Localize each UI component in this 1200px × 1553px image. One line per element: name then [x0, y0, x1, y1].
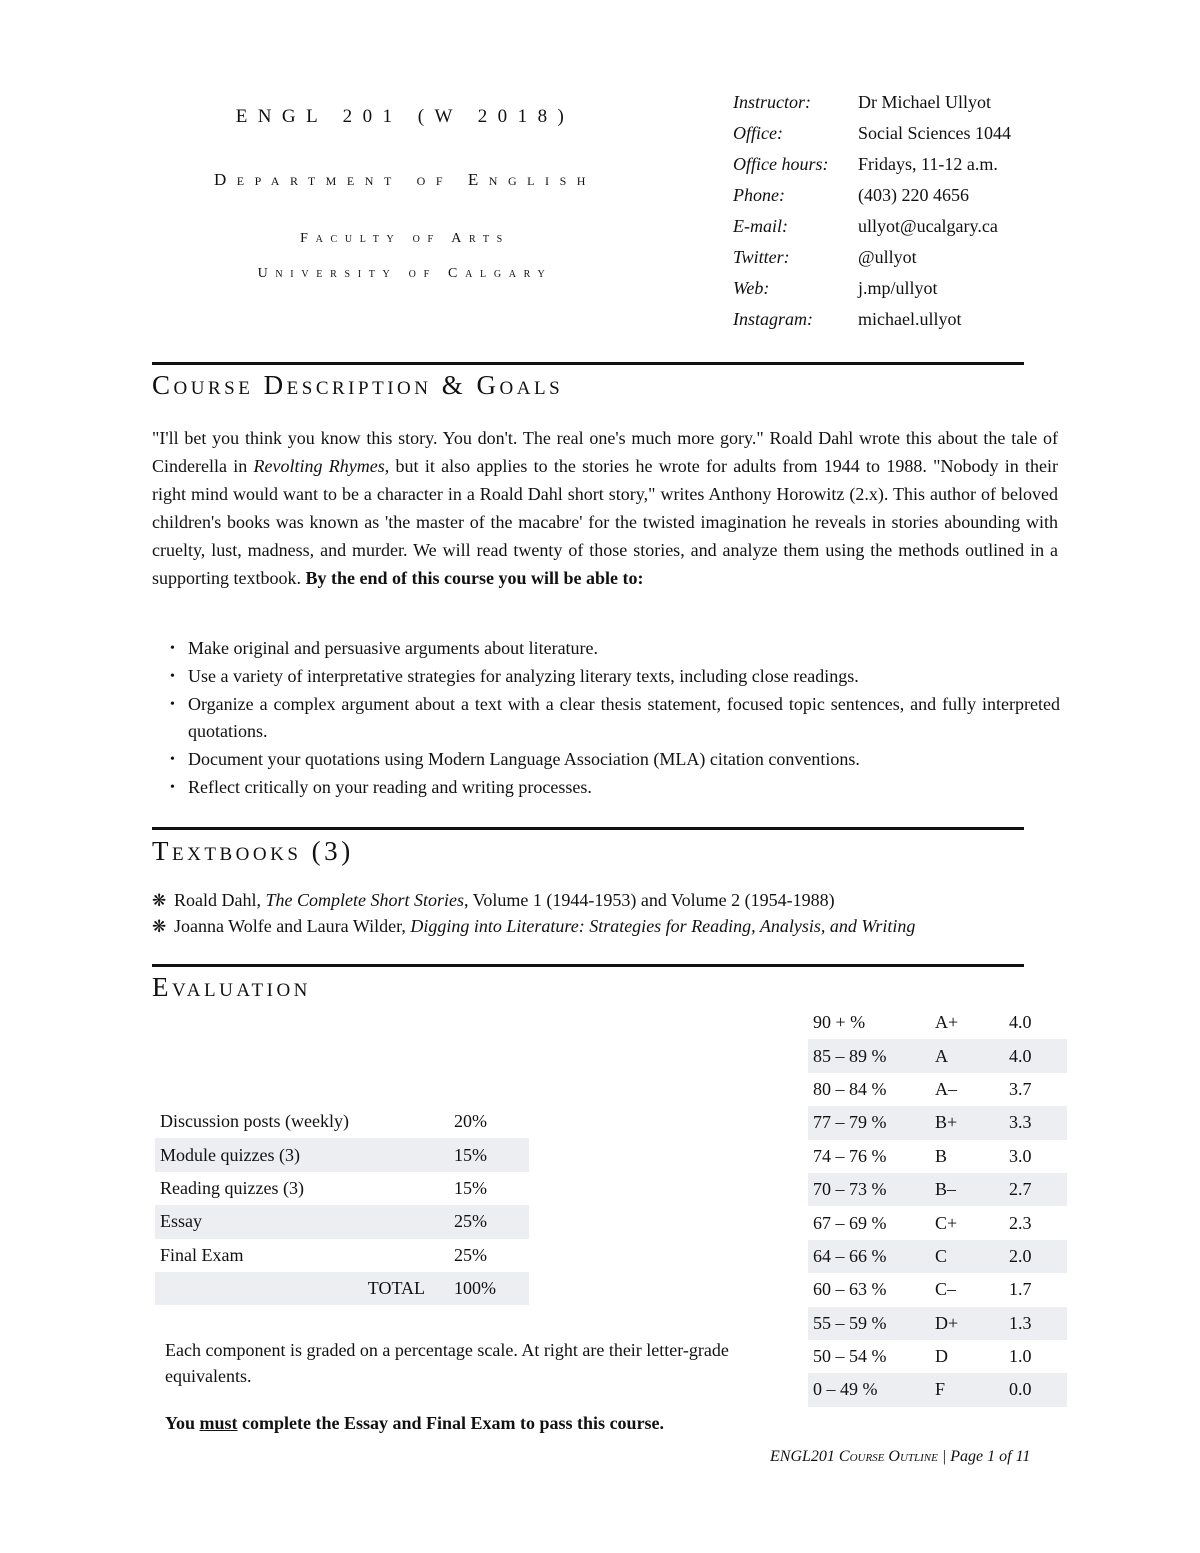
- total-label: TOTAL: [155, 1272, 449, 1305]
- grade-points: 3.7: [1009, 1078, 1032, 1099]
- grade-letter: D+: [930, 1307, 1004, 1340]
- table-row: [808, 1173, 1067, 1206]
- component-weight: 20%: [454, 1111, 487, 1132]
- university-name: University of Calgary: [257, 266, 553, 281]
- contact-label: Instructor:: [733, 92, 811, 112]
- evaluation-heading: Evaluation: [152, 972, 311, 1002]
- contact-label: Instagram:: [733, 309, 813, 329]
- asterisk-icon: ❋: [152, 891, 167, 910]
- grade-scale-table: [808, 1006, 1067, 1407]
- contact-value: Fridays, 11-12 a.m.: [858, 154, 998, 174]
- grade-letter: C+: [935, 1212, 958, 1233]
- pass-requirement: [165, 1413, 664, 1434]
- contact-row-phone: [733, 180, 1011, 211]
- book-title-revolting-rhymes: Revolting Rhymes: [253, 456, 385, 476]
- pass-requirement-text: You: [165, 1413, 200, 1433]
- grade-range: 0 – 49 %: [808, 1373, 930, 1406]
- description-paragraph: [152, 424, 1058, 592]
- page-footer: [770, 1448, 1030, 1466]
- grade-letter: C: [930, 1240, 1004, 1273]
- component-weight: 15%: [454, 1177, 487, 1198]
- contact-value: Dr Michael Ullyot: [858, 92, 991, 112]
- grade-letter: B–: [930, 1173, 1004, 1206]
- email-link[interactable]: ullyot@ucalgary.ca: [858, 216, 998, 236]
- component-name: Reading quizzes (3): [160, 1177, 304, 1198]
- grade-range: 80 – 84 %: [813, 1078, 887, 1099]
- grade-letter: A+: [935, 1012, 959, 1033]
- table-row: [155, 1105, 529, 1138]
- contact-row-instagram: [733, 304, 1011, 335]
- evaluation-components-table: [155, 1105, 529, 1305]
- page-number: Page 1 of 11: [950, 1448, 1031, 1465]
- goals-list: [170, 635, 1060, 802]
- table-row: [808, 1307, 1067, 1340]
- table-row: [155, 1138, 529, 1171]
- list-item: • Reflect critically on your reading and writing processes.: [170, 774, 1060, 801]
- instagram-handle: michael.ullyot: [858, 309, 962, 329]
- table-row: [155, 1239, 529, 1272]
- table-row: [808, 1073, 1067, 1106]
- grade-letter: C–: [935, 1279, 957, 1300]
- grade-range: 60 – 63 %: [813, 1279, 887, 1300]
- section-divider: [152, 964, 1024, 967]
- grade-range: 70 – 73 %: [808, 1173, 930, 1206]
- contact-row-instructor: [733, 87, 1011, 118]
- grade-points: 1.3: [1004, 1307, 1067, 1340]
- list-item: • Use a variety of interpretative strategies for analyzing literary texts, including close readings.: [170, 663, 1060, 690]
- contact-label: Phone:: [733, 185, 785, 205]
- pass-requirement-text: complete the Essay and Final Exam to pass this course.: [237, 1413, 665, 1433]
- textbook-item: [152, 913, 915, 940]
- textbook-title: The Complete Short Stories: [265, 890, 464, 910]
- textbook-title: Digging into Literature: Strategies for Reading, Analysis, and Writing: [410, 916, 916, 936]
- grade-points: 1.7: [1009, 1279, 1032, 1300]
- contact-label: Twitter:: [733, 247, 790, 267]
- textbook-author: Joanna Wolfe and Laura Wilder,: [174, 916, 411, 936]
- list-item: • Organize a complex argument about a text with a clear thesis statement, focused topic sentences, and fully interpreted quotations.: [170, 691, 1060, 745]
- grade-letter: A–: [935, 1078, 957, 1099]
- contact-label: Office hours:: [733, 154, 829, 174]
- textbooks-heading: Textbooks (3): [152, 836, 354, 866]
- component-name: Essay: [155, 1205, 449, 1238]
- table-row: [808, 1140, 1067, 1173]
- grade-range: 90 + %: [813, 1012, 866, 1033]
- contact-value: Social Sciences 1044: [858, 123, 1011, 143]
- grade-points: 4.0: [1004, 1039, 1067, 1072]
- contact-row-office-hours: [733, 149, 1011, 180]
- grading-note: Each component is graded on a percentage scale. At right are their letter-grade equivalents.: [165, 1340, 729, 1386]
- grade-points: 2.7: [1004, 1173, 1067, 1206]
- grade-range: 74 – 76 %: [813, 1145, 887, 1166]
- contact-label: Web:: [733, 278, 770, 298]
- grade-letter: B: [935, 1145, 948, 1166]
- grade-letter: D: [935, 1346, 948, 1367]
- component-name: Discussion posts (weekly): [160, 1111, 349, 1132]
- grade-points: 1.0: [1009, 1346, 1032, 1367]
- component-weight: 25%: [454, 1244, 487, 1265]
- grade-points: 2.3: [1009, 1212, 1032, 1233]
- contact-row-office: [733, 118, 1011, 149]
- table-row: [155, 1205, 529, 1238]
- grade-letter: F: [930, 1373, 1004, 1406]
- table-row: [808, 1340, 1067, 1373]
- table-row: [808, 1373, 1067, 1406]
- faculty-name: Faculty of Arts: [300, 231, 510, 246]
- table-row: [808, 1039, 1067, 1072]
- component-name: Module quizzes (3): [155, 1138, 449, 1171]
- table-row: [808, 1273, 1067, 1306]
- footer-course: ENGL201 Course Outline: [770, 1448, 938, 1465]
- department-name: Department of English: [213, 170, 597, 189]
- textbook-item: [152, 887, 835, 914]
- component-name: Final Exam: [160, 1244, 244, 1265]
- total-value: 100%: [449, 1272, 529, 1305]
- contact-row-web: [733, 273, 1011, 304]
- grade-range: 67 – 69 %: [813, 1212, 887, 1233]
- grade-points: 4.0: [1009, 1012, 1032, 1033]
- asterisk-icon: ❋: [152, 917, 167, 936]
- course-title: ENGL 201 (W 2018): [235, 106, 575, 127]
- instructor-contact-table: [733, 87, 1011, 335]
- grade-range: 50 – 54 %: [813, 1346, 887, 1367]
- contact-value: (403) 220 4656: [858, 185, 969, 205]
- goals-intro: By the end of this course you will be able to:: [305, 568, 644, 588]
- section-divider: [152, 827, 1024, 830]
- table-row: [808, 1106, 1067, 1139]
- section-divider: [152, 362, 1024, 365]
- list-item: • Make original and persuasive arguments about literature.: [170, 635, 1060, 662]
- grade-range: 55 – 59 %: [808, 1307, 930, 1340]
- contact-label: E-mail:: [733, 216, 788, 236]
- contact-label: Office:: [733, 123, 783, 143]
- grade-letter: A: [930, 1039, 1004, 1072]
- component-weight: 15%: [449, 1138, 529, 1171]
- twitter-handle: @ullyot: [858, 247, 917, 267]
- grade-range: 77 – 79 %: [808, 1106, 930, 1139]
- table-row: [808, 1206, 1067, 1239]
- description-heading: Course Description & Goals: [152, 370, 564, 400]
- component-weight: 25%: [449, 1205, 529, 1238]
- web-link[interactable]: j.mp/ullyot: [858, 278, 938, 298]
- must-emphasis: must: [199, 1413, 238, 1433]
- table-row: [155, 1172, 529, 1205]
- grade-range: 85 – 89 %: [808, 1039, 930, 1072]
- grade-points: 3.3: [1004, 1106, 1067, 1139]
- list-item: • Document your quotations using Modern Language Association (MLA) citation conventions.: [170, 746, 1060, 773]
- description-text: "I'll bet you think you know this story. You don't. The real one's much more gory." Roald Dahl wrote this about the tale of Cinderella in: [152, 428, 1058, 476]
- textbook-details: , Volume 1 (1944-1953) and Volume 2 (1954-1988): [464, 890, 835, 910]
- grade-points: 2.0: [1004, 1240, 1067, 1273]
- textbook-author: Roald Dahl,: [174, 890, 266, 910]
- grade-points: 3.0: [1009, 1145, 1032, 1166]
- grade-letter: B+: [930, 1106, 1004, 1139]
- contact-row-twitter: [733, 242, 1011, 273]
- grade-range: 64 – 66 %: [808, 1240, 930, 1273]
- footer-separator: |: [937, 1448, 951, 1465]
- table-row: [808, 1006, 1067, 1039]
- contact-row-email: [733, 211, 1011, 242]
- table-row: [808, 1240, 1067, 1273]
- total-row: [155, 1272, 529, 1305]
- grade-points: 0.0: [1004, 1373, 1067, 1406]
- description-text: , but it also applies to the stories he wrote for adults from 1944 to 1988. "Nobody in their right mind would want to be a character in a Roald Dahl short story," writes Anthony Horowitz (2.x). This author of beloved children's books was known as 'the master of the macabre' for the twisted imagination he reveals in stories abounding with cruelty, lust, madness, and murder. We will read twenty of those stories, and analyze them using the methods outlined in a supporting textbook.: [152, 456, 1058, 588]
